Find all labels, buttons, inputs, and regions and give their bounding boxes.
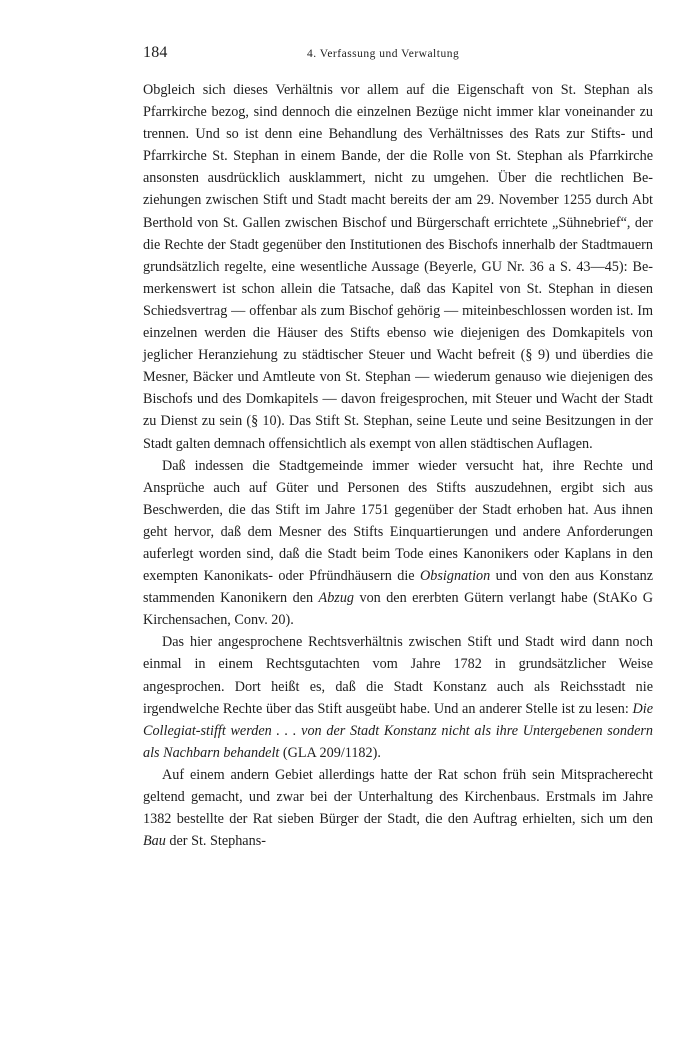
italic-quotation: Die Collegiat-stifft werden . . . von der Stadt Konstanz nicht als ihre Untergebenen sondern als Nachbarn behandelt	[143, 700, 653, 761]
page-number: 184	[143, 44, 168, 61]
paragraph-text: Auf einem andern Gebiet allerdings hatte der Rat schon früh sein Mitspracherecht geltend gemacht, und zwar bei der Unterhaltung des Kirchenbaus. Erstmals im Jahre 1382 bestellte der Rat sieben Bürger der Stadt, die den Auftrag erhielten, sich um den	[143, 766, 653, 828]
paragraph-2	[143, 455, 653, 632]
running-head: 4. Verfassung und Verwaltung	[307, 48, 460, 60]
italic-term: Abzug	[318, 590, 355, 607]
paragraph-text: von den ererbten Gütern verlangt habe (StAKo G Kirchensachen, Conv. 20).	[143, 590, 653, 629]
paragraph-text: und von den aus Konstanz stammenden Kanonikern den	[143, 568, 654, 607]
italic-term: Obsignation	[420, 568, 491, 585]
paragraph-text: Daß indessen die Stadtgemeinde immer wieder versucht hat, ihre Rechte und Ansprüche auch auf Güter und Personen des Stifts auszudehnen, ergibt sich aus Beschwerden, die das Stift im Jahre 1751 gegenüber der Stadt erhoben hat. Aus ihnen geht hervor, daß dem Mesner des Stifts Einquartierungen und andere Anforderungen auferlegt worden sind, daß die Stadt beim Tode eines Kanonikers oder Kaplans in den exempten Kanonikats- oder Pfründhäusern die	[143, 457, 653, 585]
paragraph-text: (GLA 209/1182).	[279, 744, 381, 761]
italic-term: Bau	[143, 833, 166, 850]
paragraph-3	[143, 631, 653, 764]
paragraph-text: der St. Stephans-	[165, 833, 266, 850]
body-text	[143, 79, 653, 852]
paragraph-4	[143, 764, 653, 852]
paragraph-text: Obgleich sich dieses Verhältnis vor allem auf die Eigenschaft von St. Stephan als Pfarrkirche bezog, sind dennoch die einzelnen Bezüge nicht immer klar voneinander zu trennen. Und so ist denn eine Behandlung des Verhältnisses des Rats zur Stifts- und Pfarrkirche St. Stephan in einem Bande, der die Rolle von St. Stephan als Pfarrkirche ansonsten ausdrücklich ausklammert, nicht zu umgehen. Über die rechtlichen Beziehungen zwischen Stift und Stadt macht bereits der am 29. November 1255 durch Abt Berthold von St. Gallen zwischen Bischof und Bürgerschaft errichtete „Sühnebrief“, der die Rechte der Stadt gegenüber den Institutionen des Bischofs innerhalb der Stadtmauern grundsätzlich regelte, eine wesentliche Aussage (Beyerle, GU Nr. 36 a S. 43—45): Bemerkenswert ist schon allein die Tatsache, daß das Kapitel von St. Stephan in diesen Schiedsvertrag — offenbar als zum Bischof gehörig — miteinbeschlossen worden ist. Im einzelnen werden die Häuser des Stifts ebenso wie diejenigen des Domkapitels von jeglicher Heranziehung zu städtischer Steuer und Wacht befreit (§ 9) und überdies die Mesner, Bäcker und Amtleute von St. Stephan — wiederum genauso wie diejenigen des Bischofs und des Domkapitels — davon freigesprochen, mit Steuer und Wacht der Stadt zu Dienst zu sein (§ 10). Das Stift St. Stephan, seine Leute und seine Besitzungen in der Stadt galten demnach offensichtlich als exempt von allen städtischen Auflagen.	[143, 82, 653, 452]
paragraph-1	[143, 79, 653, 455]
page-header	[143, 44, 653, 64]
paragraph-text: Das hier angesprochene Rechtsverhältnis zwischen Stift und Stadt wird dann noch einmal in einem Rechtsgutachten vom Jahre 1782 in grundsätzlicher Weise angesprochen. Dort heißt es, daß die Stadt Konstanz auch als Reichsstadt nie irgendwelche Rechte über das Stift ausgeübt habe. Und an anderer Stelle ist zu lesen:	[143, 634, 653, 717]
